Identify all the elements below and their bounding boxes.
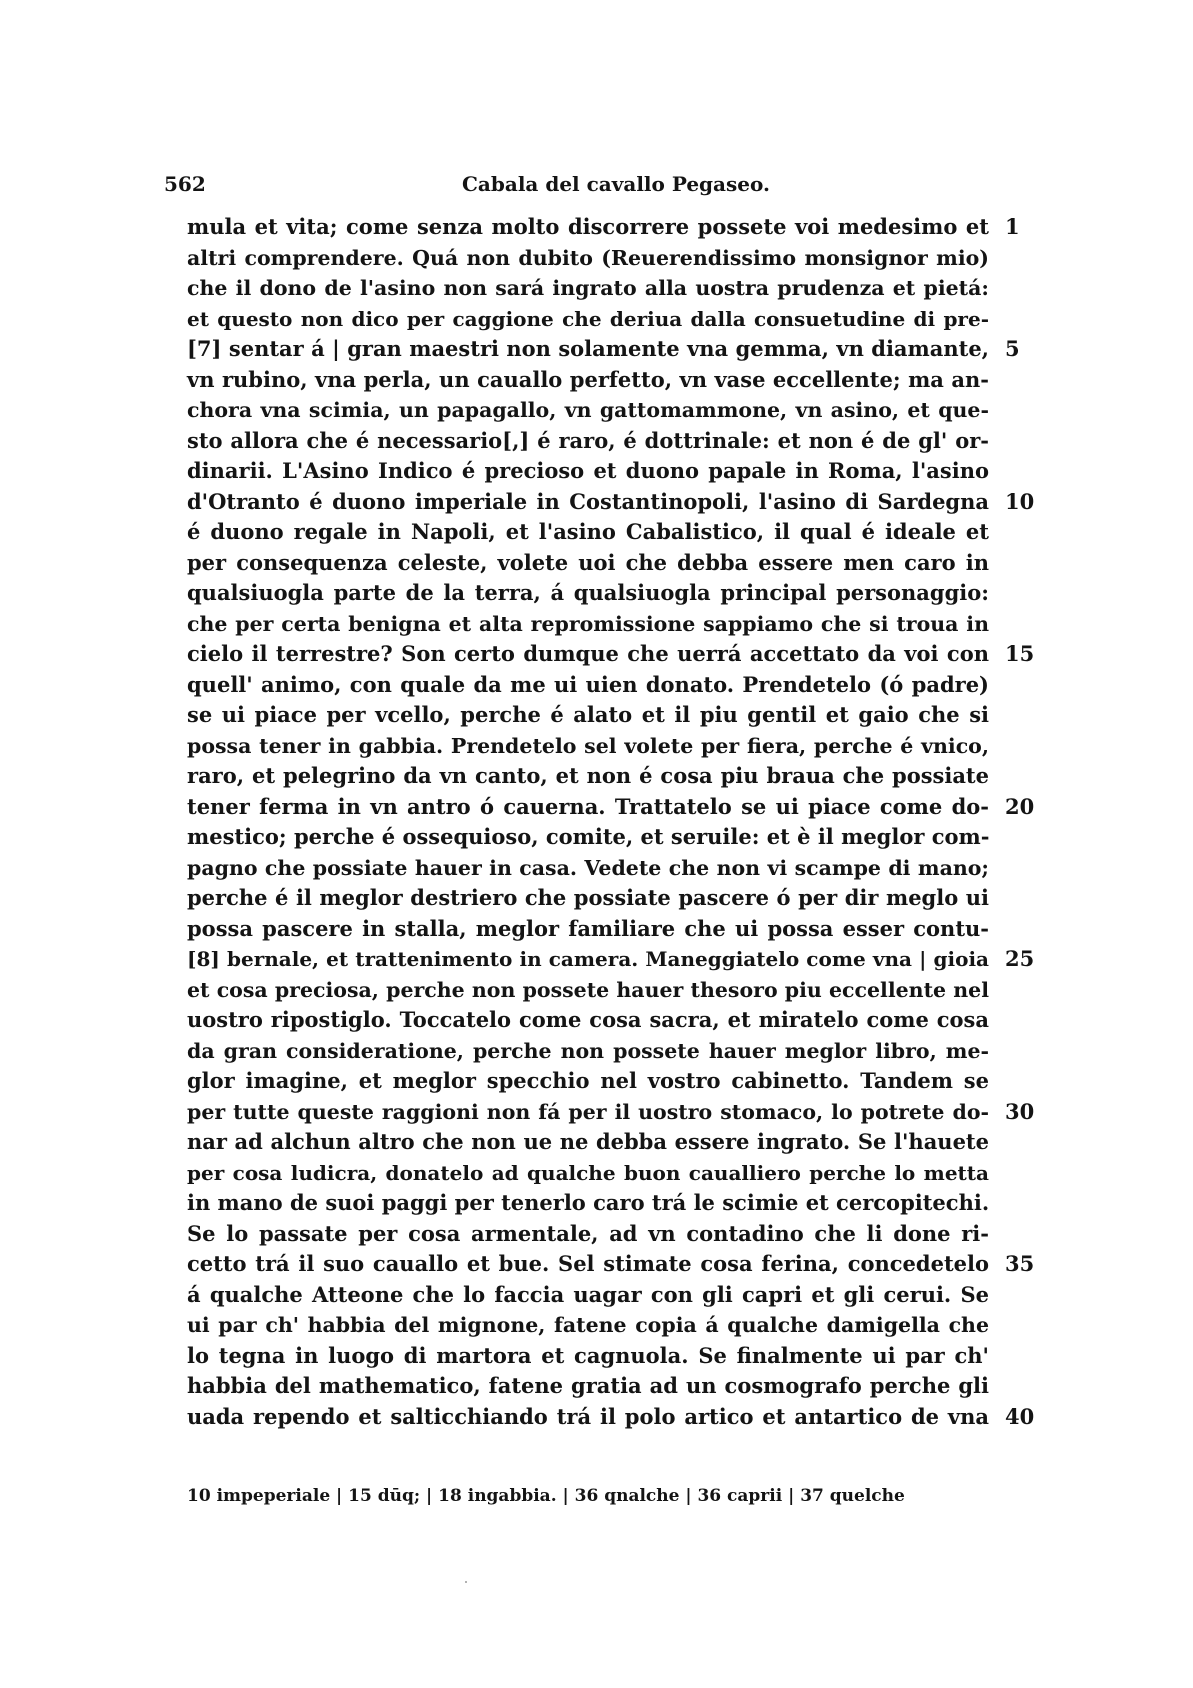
line-text: chora vna scimia, un papagallo, vn gattomammone, vn asino, et que-	[187, 398, 989, 422]
text-line	[187, 1036, 989, 1067]
text-line	[187, 365, 989, 396]
line-text: da gran consideratione, perche non possete hauer meglor libro, me-	[187, 1038, 989, 1063]
line-text: lo tegna in luogo di martora et cagnuola. Se finalmente ui par ch'	[187, 1342, 989, 1368]
text-line	[187, 212, 1020, 243]
line-text: perche é il meglor destriero che possiate pascere ó per dir meglo ui	[187, 885, 989, 910]
line-text: mestico; perche é ossequioso, comite, et seruile: et è il meglor com-	[187, 824, 990, 849]
text-line	[187, 1219, 989, 1250]
line-text: é duono regale in Napoli, et l'asino Cabalistico, il qual é ideale et	[187, 519, 989, 544]
text-line	[187, 395, 989, 426]
line-number: 30	[1005, 1098, 1035, 1124]
text-line	[187, 273, 989, 304]
running-title: Cabala del cavallo Pegaseo.	[462, 172, 770, 196]
line-text: possa tener in gabbia. Prendetelo sel volete per fiera, perche é vnico,	[187, 733, 989, 758]
line-text: cielo il terrestre? Son certo dumque che uerrá accettato da voi con	[187, 641, 989, 666]
text-line	[187, 426, 989, 457]
text-line	[187, 914, 989, 945]
line-text: raro, et pelegrino da vn canto, et non é cosa piu braua che possiate	[187, 763, 989, 788]
text-line	[187, 670, 989, 701]
line-text: possa pascere in stalla, meglor familiare che ui possa esser contu-	[187, 915, 989, 941]
line-text: et questo non dico per caggione che deriua dalla consuetudine di pre-	[187, 306, 989, 331]
text-line	[187, 1310, 989, 1341]
line-text: [8] bernale, et trattenimento in camera. Maneggiatelo come vna | gioia	[187, 947, 989, 971]
text-line	[187, 975, 989, 1006]
page-number: 562	[164, 172, 206, 196]
line-text: pagno che possiate hauer in casa. Vedete che non vi scampe di mano;	[187, 855, 989, 880]
line-number: 10	[1005, 488, 1035, 514]
line-text: mula et vita; come senza molto discorrere possete voi medesimo et	[187, 214, 989, 239]
line-number: 35	[1005, 1251, 1035, 1276]
line-number: 5	[1005, 336, 1020, 361]
text-line	[187, 1280, 989, 1311]
line-text: glor imagine, et meglor specchio nel vostro cabinetto. Tandem se	[187, 1068, 989, 1093]
text-line	[187, 548, 989, 579]
line-text: qualsiuogla parte de la terra, á qualsiuogla principal personaggio:	[187, 580, 989, 605]
line-text: uada rependo et salticchiando trá il polo artico et antartico de vna	[187, 1403, 989, 1429]
line-text: et cosa preciosa, perche non possete hauer thesoro piu eccellente nel	[187, 977, 989, 1002]
text-line	[187, 1249, 1035, 1280]
print-speck	[465, 1581, 467, 1583]
text-line	[187, 944, 1035, 975]
line-text: [7] sentar á | gran maestri non solamente vna gemma, vn diamante,	[187, 336, 989, 361]
text-line	[187, 700, 989, 731]
line-text: dinarii. L'Asino Indico é precioso et duono papale in Roma, l'asino	[187, 458, 989, 483]
line-text: habbia del mathematico, fatene gratia ad un cosmografo perche gli	[187, 1373, 989, 1398]
line-text: uostro ripostiglo. Toccatelo come cosa sacra, et miratelo come cosa	[187, 1007, 989, 1032]
line-number: 15	[1005, 641, 1035, 666]
text-line	[187, 761, 989, 792]
text-line	[187, 1066, 989, 1097]
line-number: 40	[1005, 1403, 1035, 1429]
line-text: vn rubino, vna perla, un cauallo perfetto, vn vase eccellente; ma an-	[187, 366, 989, 392]
text-line	[187, 456, 989, 487]
line-text: in mano de suoi paggi per tenerlo caro trá le scimie et cercopitechi.	[187, 1190, 990, 1215]
line-text: tener ferma in vn antro ó cauerna. Trattatelo se ui piace come do-	[187, 793, 989, 819]
text-line	[187, 639, 1035, 670]
line-text: Se lo passate per cosa armentale, ad vn contadino che li done ri-	[187, 1220, 989, 1246]
text-line	[187, 853, 989, 884]
line-text: per tutte queste raggioni non fá per il uostro stomaco, lo potrete do-	[187, 1099, 989, 1124]
text-line	[187, 517, 989, 548]
text-line	[187, 1005, 989, 1036]
text-line	[187, 609, 989, 640]
line-number: 20	[1005, 793, 1035, 819]
line-text: che il dono de l'asino non sará ingrato alla uostra prudenza et pietá:	[187, 276, 989, 300]
line-text: che per certa benigna et alta repromissione sappiamo che si troua in	[187, 611, 989, 636]
line-text: altri comprendere. Quá non dubito (Reuerendissimo monsignor mio)	[187, 245, 989, 270]
text-line	[187, 1127, 989, 1158]
text-line	[187, 1371, 989, 1402]
text-line	[187, 1402, 1035, 1433]
line-text: per consequenza celeste, volete uoi che debba essere men caro in	[187, 549, 989, 575]
main-text	[187, 212, 1035, 1432]
critical-apparatus: 10 impeperiale | 15 dūq; | 18 ingabbia. | 36 qnalche | 36 caprii | 37 quelche	[187, 1486, 905, 1506]
line-text: d'Otranto é duono imperiale in Costantinopoli, l'asino di Sardegna	[187, 488, 989, 514]
text-line	[187, 792, 1035, 823]
text-line	[187, 1188, 989, 1219]
line-text: quell' animo, con quale da me ui uien donato. Prendetelo (ó padre)	[187, 671, 989, 697]
line-text: se ui piace per vcello, perche é alato et il piu gentil et gaio che si	[187, 702, 989, 727]
line-text: per cosa ludicra, donatelo ad qualche buon caualliero perche lo metta	[187, 1160, 989, 1185]
text-line	[187, 1341, 989, 1372]
text-line	[187, 487, 1035, 518]
text-line	[187, 822, 989, 853]
text-line	[187, 1158, 989, 1189]
line-text: nar ad alchun altro che non ue ne debba essere ingrato. Se l'hauete	[187, 1129, 989, 1154]
text-line	[187, 304, 989, 335]
text-line	[187, 883, 989, 914]
text-line	[187, 243, 989, 274]
text-line	[187, 578, 989, 609]
line-text: ui par ch' habbia del mignone, fatene copia á qualche damigella che	[187, 1313, 989, 1337]
text-line	[187, 731, 989, 762]
text-line	[187, 334, 1020, 365]
line-number: 1	[1005, 214, 1020, 239]
text-line	[187, 1097, 1035, 1128]
line-text: á qualche Atteone che lo faccia uagar con gli capri et gli cerui. Se	[187, 1281, 989, 1307]
line-text: sto allora che é necessario[,] é raro, é dottrinale: et non é de gl' or-	[187, 427, 989, 453]
line-number: 25	[1005, 946, 1035, 971]
line-text: cetto trá il suo cauallo et bue. Sel stimate cosa ferina, concedetelo	[187, 1251, 989, 1276]
